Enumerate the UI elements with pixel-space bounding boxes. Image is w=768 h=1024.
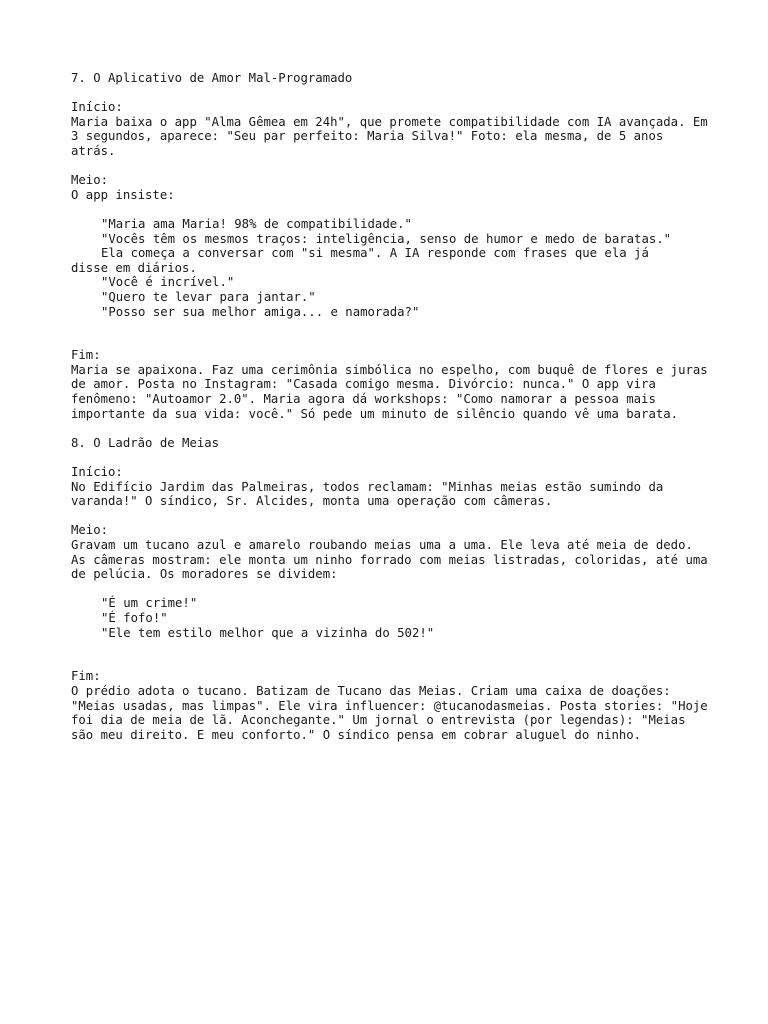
story-8-fim-text: O prédio adota o tucano. Batizam de Tucano das Meias. Criam uma caixa de doações: "Meias usadas, mas limpas". Ele vira influencer: @tucanodasmeias. Posta stories: "Hoje foi dia de meia de lã. Aconchegante." Um jornal o entrevista (por legendas): "Meias são meu direito. E meu conforto." O síndico pensa em cobrar aluguel do ninho. [71,683,716,742]
story-7-quote-1: "Maria ama Maria! 98% de compatibilidade." [101,216,412,231]
document-page [71,71,716,742]
story-8-fim-label: Fim: [71,669,101,684]
story-8-quote-3: "Ele tem estilo melhor que a vizinha do 502!" [101,625,435,640]
story-7-quote-3: "Você é incrível." [101,275,235,290]
story-8-meio-label: Meio: [71,523,109,538]
story-8-quote-2: "É fofo!" [101,610,168,625]
story-8-quote-1: "É um crime!" [101,596,198,611]
story-8-meio-text: Gravam um tucano azul e amarelo roubando meias uma a uma. Ele leva até meia de dedo. As câmeras mostram: ele monta um ninho forrado com meias listradas, coloridas, até uma de pelúcia. Os moradores se dividem: [71,538,716,582]
story-7-fim-text: Maria se apaixona. Faz uma cerimônia simbólica no espelho, com buquê de flores e juras de amor. Posta no Instagram: "Casada comigo mesma. Divórcio: nunca." O app vira fenômeno: "Autoamor 2.0". Maria agora dá workshops: "Como namorar a pessoa mais importante da sua vida: você." Só pede um minuto de silêncio quando vê uma barata. [71,362,716,421]
story-8-title: 8. O Ladrão de Meias [71,435,220,450]
story-7-meio-intro: O app insiste: [71,187,175,202]
story-7-inicio-label: Início: [71,100,123,115]
story-7-quote-2: "Vocês têm os mesmos traços: inteligência, senso de humor e medo de baratas." [101,231,672,246]
story-7-quote-4: "Quero te levar para jantar." [101,289,316,304]
story-8-inicio-text: No Edifício Jardim das Palmeiras, todos reclamam: "Minhas meias estão sumindo da varanda!" O síndico, Sr. Alcides, monta uma operação com câmeras. [71,479,671,509]
story-8-inicio-label: Início: [71,465,123,480]
story-7-quote-5: "Posso ser sua melhor amiga... e namorada?" [101,304,420,319]
story-7-narration-a: Ela começa a conversar com "si mesma". A IA responde com frases que ela já [101,246,649,261]
story-7-meio-label: Meio: [71,173,109,188]
story-7-title: 7. O Aplicativo de Amor Mal-Programado [71,71,353,85]
story-7-fim-label: Fim: [71,348,101,363]
story-7-narration-b: disse em diários. [71,260,197,275]
story-7-inicio-text: Maria baixa o app "Alma Gêmea em 24h", que promete compatibilidade com IA avançada. Em 3 segundos, aparece: "Seu par perfeito: Maria Silva!" Foto: ela mesma, de 5 anos atrás. [71,114,716,158]
